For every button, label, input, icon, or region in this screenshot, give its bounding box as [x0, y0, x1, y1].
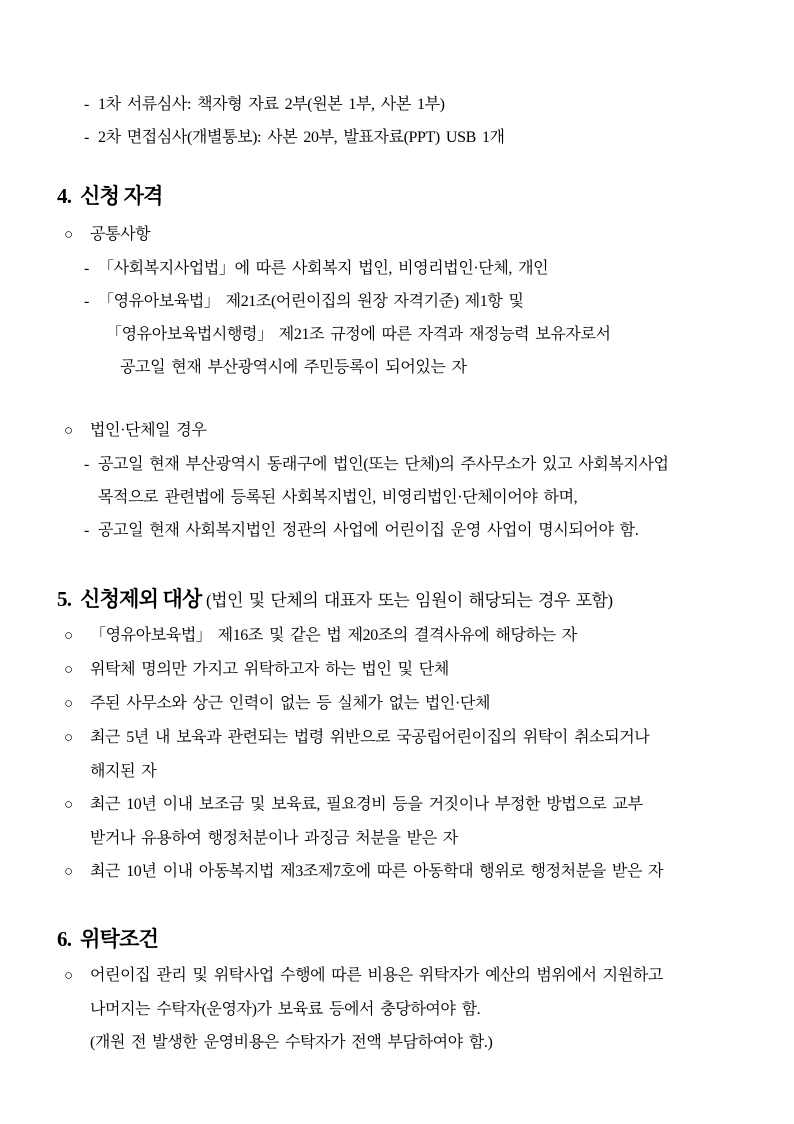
list-item-text: 1차 서류심사: 책자형 자료 2부(원본 1부, 사본 1부) [98, 96, 445, 113]
circle-marker: ○ [64, 730, 73, 746]
list-item [0, 855, 794, 889]
list-item [0, 721, 794, 755]
dash-marker: - [84, 522, 89, 539]
list-item-text: 「영유아보육법」 제21조(어린이집의 원장 자격기준) 제1항 및 [98, 293, 524, 310]
dash-marker: - [84, 260, 89, 277]
dash-marker: - [84, 96, 89, 113]
list-item-continuation: 목적으로 관련법에 등록된 사회복지법인, 비영리법인·단체이어야 하며, [98, 489, 578, 506]
list-item-continuation: 해지된 자 [90, 763, 157, 780]
list-item-text: 법인·단체일 경우 [90, 422, 207, 439]
list-item [0, 448, 794, 481]
list-item-text: 위탁체 명의만 가지고 위탁하고자 하는 법인 및 단체 [90, 661, 449, 678]
circle-marker: ○ [64, 968, 73, 984]
list-item-continuation: 받거나 유용하여 행정처분이나 과징금 처분을 받은 자 [90, 830, 458, 847]
list-item-text: 「영유아보육법」 제16조 및 같은 법 제20조의 결격사유에 해당하는 자 [90, 627, 577, 644]
list-item [0, 285, 794, 318]
circle-marker: ○ [64, 227, 73, 243]
list-item-text: 최근 10년 이내 아동복지법 제3조제7호에 따른 아동학대 행위로 행정처분을 받은 자 [90, 863, 664, 880]
circle-marker: ○ [64, 662, 73, 678]
section-heading-4 [0, 180, 794, 212]
circle-marker: ○ [64, 797, 73, 813]
list-item-continuation: 나머지는 수탁자(운영자)가 보육료 등에서 충당하여야 함. [90, 1001, 481, 1018]
list-item [0, 687, 794, 721]
list-item-text: 「사회복지사업법」에 따른 사회복지 법인, 비영리법인·단체, 개인 [98, 260, 549, 277]
section-title: 신청제외 대상 [80, 587, 202, 611]
list-item-text: 공고일 현재 사회복지법인 정관의 사업에 어린이집 운영 사업이 명시되어야 함. [98, 522, 639, 539]
section-heading-5 [0, 583, 794, 617]
section-title: 위탁조건 [80, 927, 159, 951]
list-item-text: 어린이집 관리 및 위탁사업 수행에 따른 비용은 위탁자가 예산의 범위에서 지원하고 [90, 967, 663, 984]
section-number: 6. [57, 927, 72, 951]
list-item [0, 88, 794, 121]
list-item-continuation: 「영유아보육법시행령」 제21조 규정에 따른 자격과 재정능력 보유자로서 [106, 326, 611, 343]
section-number: 4. [57, 184, 72, 208]
list-item-text: 최근 5년 내 보육과 관련되는 법령 위반으로 국공립어린이집의 위탁이 취소되거나 [90, 729, 650, 746]
section-number: 5. [57, 587, 72, 611]
list-item [0, 414, 794, 448]
section-title: 신청 자격 [80, 184, 163, 208]
list-item [0, 218, 794, 252]
circle-marker: ○ [64, 628, 73, 644]
list-item [0, 788, 794, 822]
list-item [0, 252, 794, 285]
list-item [0, 959, 794, 993]
circle-marker: ○ [64, 696, 73, 712]
list-item-text: 주된 사무소와 상근 인력이 없는 등 실체가 없는 법인·단체 [90, 695, 491, 712]
list-item-continuation: (개원 전 발생한 운영비용은 수탁자가 전액 부담하여야 함.) [90, 1034, 493, 1051]
list-item [0, 514, 794, 547]
list-item [0, 653, 794, 687]
dash-marker: - [84, 129, 89, 146]
circle-marker: ○ [64, 423, 73, 439]
list-item [0, 619, 794, 653]
list-item-text: 공통사항 [90, 226, 151, 243]
list-item-text: 최근 10년 이내 보조금 및 보육료, 필요경비 등을 거짓이나 부정한 방법으로 교부 [90, 796, 643, 813]
dash-marker: - [84, 456, 89, 473]
section-heading-6 [0, 923, 794, 955]
list-item [0, 121, 794, 154]
list-item-text: 2차 면접심사(개별통보): 사본 20부, 발표자료(PPT) USB 1개 [98, 129, 505, 146]
list-item-text: 공고일 현재 부산광역시 동래구에 법인(또는 단체)의 주사무소가 있고 사회복지사업 [98, 456, 669, 473]
section-title-note: (법인 및 단체의 대표자 또는 임원이 해당되는 경우 포함) [205, 591, 613, 610]
circle-marker: ○ [64, 864, 73, 880]
list-item-continuation: 공고일 현재 부산광역시에 주민등록이 되어있는 자 [120, 359, 467, 376]
dash-marker: - [84, 293, 89, 310]
